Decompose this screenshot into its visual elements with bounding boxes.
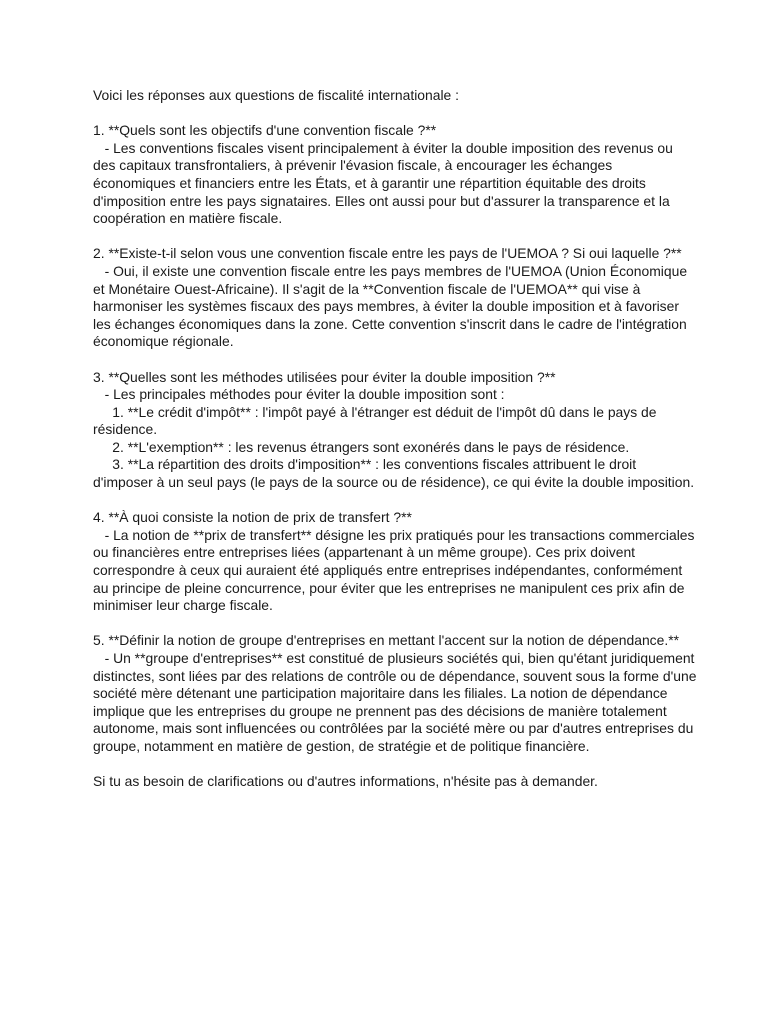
answer-3: 3. **Quelles sont les méthodes utilisées pour éviter la double imposition ?** - Les principales méthodes pour éviter la double imposition sont : 1. **Le crédit d'impôt** : l'impôt payé à l'étranger est déduit de l'impôt dû dans le pays de résidence. 2. **L'exemption** : les revenus étrangers sont exonérés dans le pays de résidence. 3. **La répartition des droits d'imposition** : les conventions fiscales attribuent le droit d'imposer à un seul pays (le pays de la source ou de résidence), ce qui évite la double imposition.: [93, 368, 695, 491]
answer-5: 5. **Définir la notion de groupe d'entreprises en mettant l'accent sur la notion de dépendance.** - Un **groupe d'entreprises** est constitué de plusieurs sociétés qui, bien qu'étant juridiquement distinctes, sont liées par des relations de contrôle ou de dépendance, souvent sous la forme d'une société mère détenant une participation majoritaire dans les filiales. La notion de dépendance implique que les entreprises du groupe ne prennent pas des décisions de manière totalement autonome, mais sont influencées ou contrôlées par la société mère ou par d'autres entreprises du groupe, notamment en matière de gestion, de stratégie et de politique financière.: [93, 632, 697, 754]
paragraph-gap: [93, 492, 698, 510]
answer-2: 2. **Existe-t-il selon vous une convention fiscale entre les pays de l'UEMOA ? Si oui laquelle ?** - Oui, il existe une convention fiscale entre les pays membres de l'UEMOA (Union Économique et Monétaire Ouest-Africaine). Il s'agit de la **Convention fiscale de l'UEMOA** qui vise à harmoniser les systèmes fiscaux des pays membres, à éviter la double imposition et à favoriser les échanges économiques dans la zone. Cette convention s'inscrit dans le cadre de l'intégration économique régionale.: [93, 245, 688, 350]
paragraph-gap: [93, 105, 698, 123]
paragraph-gap: [93, 351, 698, 369]
answer-4: 4. **À quoi consiste la notion de prix de transfert ?** - La notion de **prix de transfert** désigne les prix pratiqués pour les transactions commerciales ou financières entre entreprises liées (appartenant à un même groupe). Ces prix doivent correspondre à ceux qui auraient été appliqués entre entreprises indépendantes, conformément au principe de pleine concurrence, pour éviter que les entreprises ne manipulent ces prix afin de minimiser leur charge fiscale.: [93, 509, 695, 614]
closing-paragraph: Si tu as besoin de clarifications ou d'autres informations, n'hésite pas à demander.: [93, 773, 598, 790]
paragraph-gap: [93, 756, 698, 774]
paragraph-gap: [93, 228, 698, 246]
answer-1: 1. **Quels sont les objectifs d'une convention fiscale ?** - Les conventions fiscales visent principalement à éviter la double imposition des revenus ou des capitaux transfrontaliers, à prévenir l'évasion fiscale, à encourager les échanges économiques et financiers entre les États, et à garantir une répartition équitable des droits d'imposition entre les pays signataires. Elles ont aussi pour but d'assurer la transparence et la coopération en matière fiscale.: [93, 122, 673, 227]
paragraph-gap: [93, 615, 698, 633]
intro-paragraph: Voici les réponses aux questions de fiscalité internationale :: [93, 87, 460, 103]
